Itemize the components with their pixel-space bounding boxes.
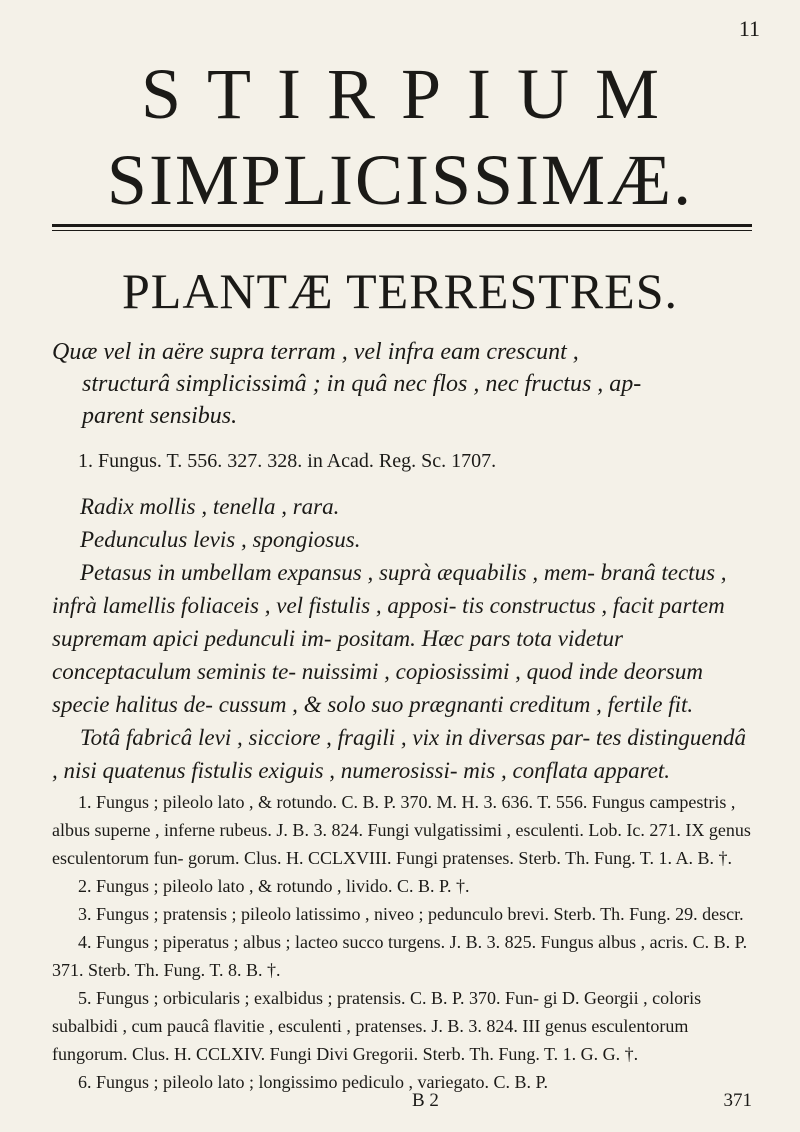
thin-rule	[52, 230, 752, 231]
title-line-2: SIMPLICISSIMÆ.	[106, 140, 694, 220]
intro-line-3: parent sensibus.	[82, 403, 238, 429]
intro-line-2: structurâ simplicissimâ ; in quâ nec flos , nec fructus , ap-	[82, 371, 642, 397]
species-item: 1. Fungus ; pileolo lato , & rotundo. C. B. P. 370. M. H. 3. 636. T. 556. Fungus campestris , albus superne , inferne rubeus. J. B. 3. 824. Fungi vulgatissimi , esculenti. Lob. Ic. 271. IX genus esculentorum fun- gorum. Clus. H. CCLXVIII. Fungi pratenses. Sterb. Th. Fung. T. 1. A. B. †.	[52, 792, 751, 868]
species-item: 3. Fungus ; pratensis ; pileolo latissimo , niveo ; pedunculo brevi. Sterb. Th. Fung. 29. descr.	[78, 904, 744, 924]
heavy-rule	[52, 224, 752, 227]
title-line-1: STIRPIUM	[140, 54, 686, 134]
species-item: 4. Fungus ; piperatus ; albus ; lacteo succo turgens. J. B. 3. 825. Fungus albus , acris. C. B. P. 371. Sterb. Th. Fung. T. 8. B. †.	[52, 932, 748, 980]
catchword: 371	[723, 1090, 752, 1111]
section-heading: PLANTÆ TERRESTRES.	[121, 263, 679, 319]
description-petasus: Petasus in umbellam expansus , suprà æquabilis , mem- branâ tectus , infrà lamellis foliaceis , vel fistulis , apposi- tis constructus , facit partem supremam apici pedunculi im- positam. Hæc pars tota videtur conceptaculum seminis te- nuissimi , copiosissimi , quod inde deorsum specie halitus de- cussum , & solo suo prægnanti creditum , fertile fit.	[52, 560, 727, 717]
description-fabrica: Totâ fabricâ levi , sicciore , fragili , vix in diversas par- tes distinguendâ , nisi quatenus fistulis exiguis , numerosissi- mis , conflata apparet.	[52, 725, 747, 783]
description-radix: Radix mollis , tenella , rara.	[80, 494, 340, 519]
description-pedunculus: Pedunculus levis , spongiosus.	[80, 527, 361, 552]
signature-mark: B 2	[412, 1090, 439, 1111]
genus-entry: 1. Fungus. T. 556. 327. 328. in Acad. Reg. Sc. 1707.	[78, 450, 497, 472]
species-item: 6. Fungus ; pileolo lato ; longissimo pediculo , variegato. C. B. P.	[78, 1072, 548, 1092]
genus-description	[52, 490, 752, 787]
page-number: 11	[738, 16, 760, 41]
species-list	[52, 788, 762, 1096]
species-item: 2. Fungus ; pileolo lato , & rotundo , livido. C. B. P. †.	[78, 876, 470, 896]
species-item: 5. Fungus ; orbicularis ; exalbidus ; pratensis. C. B. P. 370. Fun- gi D. Georgii , coloris subalbidi , cum paucâ flavitie , esculenti , pratenses. J. B. 3. 824. III genus esculentorum fungorum. Clus. H. CCLXIV. Fungi Divi Gregorii. Sterb. Th. Fung. T. 1. G. G. †.	[52, 988, 702, 1064]
intro-line-1: Quæ vel in aëre supra terram , vel infra eam crescunt ,	[52, 339, 579, 365]
intro-paragraph	[52, 336, 752, 432]
